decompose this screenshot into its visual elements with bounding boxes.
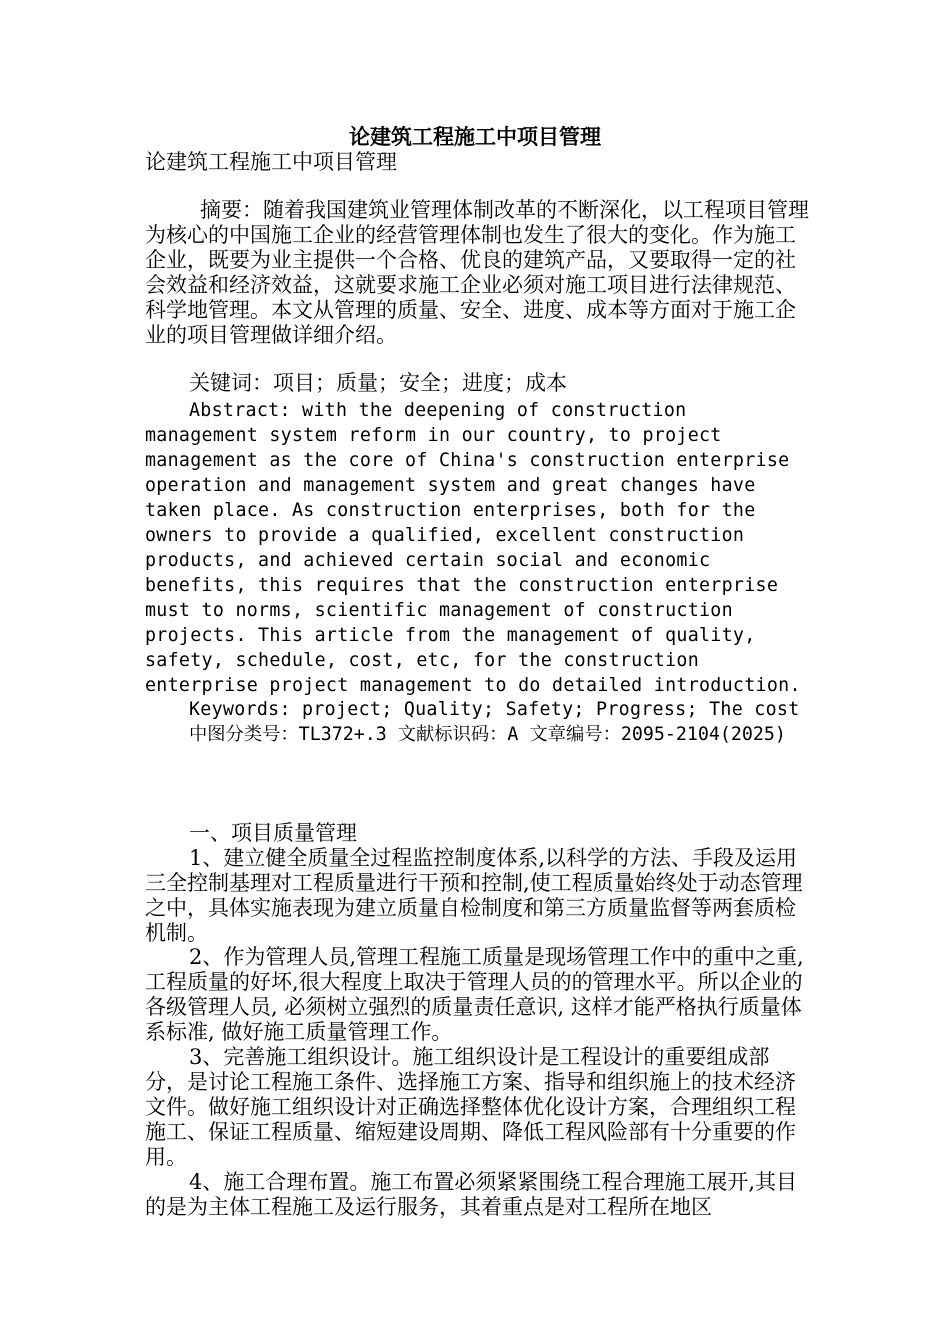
abstract-english: Abstract: with the deepening of construction management system reform in our country, to project management as the core of China's construction enterprise operation and management system and great changes have taken place. As construction enterprises, both for the owners to provide a qualified, excellent construction products, and achieved certain social and economic benefits, this requires that the construction enterprise must to norms, scientific management of construction projects. This article from the management of quality, safety, schedule, cost, etc, for the construction enterprise project management to do detailed introduction. — [145, 400, 801, 696]
section-heading: 一、项目质量管理 — [189, 821, 357, 845]
abstract-chinese: 摘要：随着我国建筑业管理体制改革的不断深化，以工程项目管理为核心的中国施工企业的经营管理体制也发生了很大的变化。作为施工企业，既要为业主提供一个合格、优良的建筑产品，又要取得一定的社会效益和经济效益，这就要求施工企业必须对施工项目进行法律规范、科学地管理。本文从管理的质量、安全、进度、成本等方面对于施工企业的项目管理做详细介绍。 — [145, 198, 809, 347]
keywords-english: Keywords: project; Quality; Safety; Progress; The cost — [189, 699, 800, 720]
paragraph: 2、作为管理人员,管理工程施工质量是现场管理工作中的重中之重,工程质量的好坏,很大程度上取决于管理人员的的管理水平。所以企业的各级管理人员, 必须树立强烈的质量责任意识, 这样才能严格执行质量体系标准, 做好施工质量管理工作。 — [145, 945, 804, 1044]
document-title: 论建筑工程施工中项目管理 — [349, 124, 601, 149]
paragraph: 4、施工合理布置。施工布置必须紧紧围绕工程合理施工展开,其目的是为主体工程施工及运行服务，其着重点是对工程所在地区 — [145, 1170, 798, 1219]
paragraph: 3、完善施工组织设计。施工组织设计是工程设计的重要组成部分，是讨论工程施工条件、选择施工方案、指导和组织施上的技术经济文件。做好施工组织设计对正确选择整体优化设计方案，合理组织工程施工、保证工程质量、缩短建设周期、降低工程风险部有十分重要的作用。 — [145, 1045, 796, 1169]
document-subtitle: 论建筑工程施工中项目管理 — [145, 150, 397, 174]
keywords-chinese: 关键词：项目；质量；安全；进度；成本 — [189, 371, 567, 395]
classification-line: 中图分类号：TL372+.3 文献标识码：A 文章编号：2095-2104(2025) — [189, 724, 786, 745]
paragraph: 1、建立健全质量全过程监控制度体系,以科学的方法、手段及运用三全控制基理对工程质量进行干预和控制,使工程质量始终处于动态管理之中，具体实施表现为建立质量自检制度和第三方质量监督等两套质检机制。 — [145, 846, 803, 945]
